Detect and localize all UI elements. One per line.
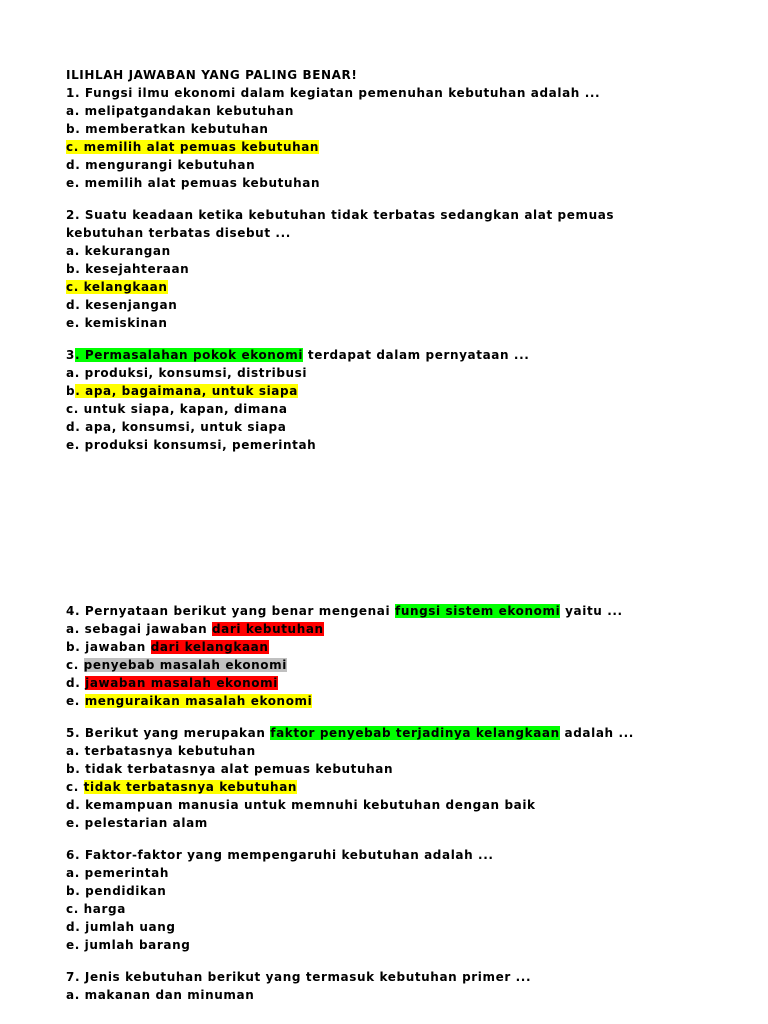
question-2-option-c — [66, 278, 726, 296]
question-4-option-a — [66, 620, 726, 638]
option-text: c. — [66, 658, 84, 672]
topic-highlight: fungsi sistem ekonomi — [395, 604, 561, 618]
question-4-text — [66, 602, 726, 620]
question-5-post: adalah ... — [559, 726, 634, 740]
option-letter: b — [66, 384, 76, 398]
question-5-option-b: b. tidak terbatasnya alat pemuas kebutuhan — [66, 762, 394, 776]
answer-highlight: c. kelangkaan — [66, 280, 168, 294]
question-6-option-d: d. jumlah uang — [66, 920, 176, 934]
document-page — [66, 66, 726, 1004]
question-1-text: 1. Fungsi ilmu ekonomi dalam kegiatan pemenuhan kebutuhan adalah ... — [66, 86, 601, 100]
question-1-option-b: b. memberatkan kebutuhan — [66, 122, 269, 136]
question-5-option-e: e. pelestarian alam — [66, 816, 208, 830]
topic-highlight: . Permasalahan pokok ekonomi — [74, 348, 304, 362]
question-4 — [66, 602, 726, 710]
question-7 — [66, 968, 726, 1004]
question-6-option-b: b. pendidikan — [66, 884, 167, 898]
question-7-option-a: a. makanan dan minuman — [66, 988, 255, 1002]
neutral-highlight: penyebab masalah ekonomi — [83, 658, 287, 672]
question-1-option-c — [66, 138, 726, 156]
topic-highlight: faktor penyebab terjadinya kelangkaan — [270, 726, 560, 740]
option-text: c. — [66, 780, 84, 794]
wrong-highlight: jawaban masalah ekonomi — [85, 676, 278, 690]
answer-highlight: menguraikan masalah ekonomi — [84, 694, 313, 708]
question-6-option-a: a. pemerintah — [66, 866, 169, 880]
question-3-number: 3 — [66, 348, 75, 362]
wrong-highlight: dari kelangkaan — [150, 640, 269, 654]
question-5-text — [66, 724, 726, 742]
question-5-option-d: d. kemampuan manusia untuk memnuhi kebutuhan dengan baik — [66, 798, 536, 812]
option-text: b. jawaban — [66, 640, 151, 654]
question-6-option-e: e. jumlah barang — [66, 938, 191, 952]
question-3-option-e: e. produksi konsumsi, pemerintah — [66, 438, 317, 452]
question-3 — [66, 346, 726, 454]
answer-highlight: . apa, bagaimana, untuk siapa — [75, 384, 298, 398]
question-3-option-d: d. apa, konsumsi, untuk siapa — [66, 420, 287, 434]
question-2-option-b: b. kesejahteraan — [66, 262, 190, 276]
question-2-text-line-2: kebutuhan terbatas disebut ... — [66, 226, 291, 240]
question-1-option-a: a. melipatgandakan kebutuhan — [66, 104, 295, 118]
question-6 — [66, 846, 726, 954]
question-6-text: 6. Faktor-faktor yang mempengaruhi kebutuhan adalah ... — [66, 848, 494, 862]
question-2-text-line-1: 2. Suatu keadaan ketika kebutuhan tidak terbatas sedangkan alat pemuas — [66, 208, 615, 222]
option-text: e. — [66, 694, 85, 708]
question-4-option-e — [66, 692, 726, 710]
question-3-rest: terdapat dalam pernyataan ... — [303, 348, 530, 362]
question-2-option-d: d. kesenjangan — [66, 298, 178, 312]
question-3-option-a: a. produksi, konsumsi, distribusi — [66, 366, 308, 380]
answer-highlight: tidak terbatasnya kebutuhan — [83, 780, 298, 794]
question-3-text — [66, 346, 726, 364]
question-7-text: 7. Jenis kebutuhan berikut yang termasuk kebutuhan primer ... — [66, 970, 532, 984]
question-4-option-c — [66, 656, 726, 674]
question-2-option-e: e. kemiskinan — [66, 316, 168, 330]
answer-highlight: c. memilih alat pemuas kebutuhan — [66, 140, 320, 154]
option-text: d. — [66, 676, 86, 690]
document-title: ILIHLAH JAWABAN YANG PALING BENAR! — [66, 68, 358, 82]
question-5-option-c — [66, 778, 726, 796]
question-5-pre: 5. Berikut yang merupakan — [66, 726, 271, 740]
question-3-option-b — [66, 382, 726, 400]
question-4-option-b — [66, 638, 726, 656]
option-text: a. sebagai jawaban — [66, 622, 212, 636]
question-2 — [66, 206, 726, 332]
question-2-option-a: a. kekurangan — [66, 244, 171, 258]
question-1-option-e: e. memilih alat pemuas kebutuhan — [66, 176, 321, 190]
question-4-post: yaitu ... — [560, 604, 623, 618]
question-3-option-c: c. untuk siapa, kapan, dimana — [66, 402, 288, 416]
wrong-highlight: dari kebutuhan — [211, 622, 324, 636]
question-5 — [66, 724, 726, 832]
question-1-option-d: d. mengurangi kebutuhan — [66, 158, 256, 172]
question-4-option-d — [66, 674, 726, 692]
question-4-pre: 4. Pernyataan berikut yang benar mengenai — [66, 604, 395, 618]
question-6-option-c: c. harga — [66, 902, 126, 916]
question-5-option-a: a. terbatasnya kebutuhan — [66, 744, 256, 758]
question-1 — [66, 84, 726, 192]
